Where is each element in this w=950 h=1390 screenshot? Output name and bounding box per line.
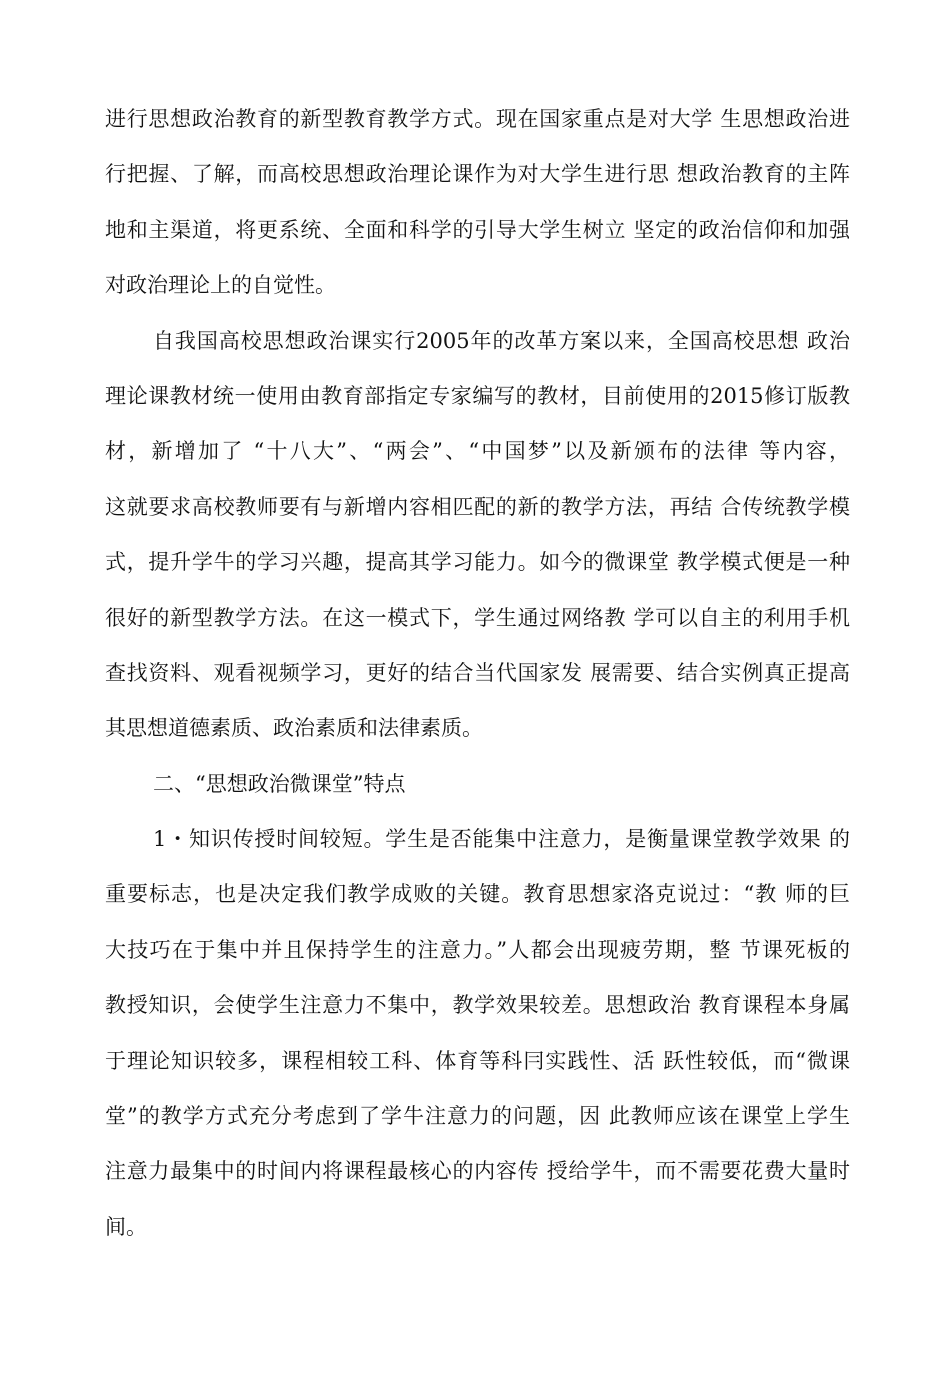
- text-line: 于理论知识较多，课程相较工科、体育等科冃实践性、活 跃性较低，而“微课: [105, 1048, 850, 1073]
- heading-text: 二、“思想政治微课堂”特点: [153, 771, 406, 796]
- paragraph-3: [105, 812, 850, 1255]
- text-line: 注意力最集中的时间内将课程最核心的内容传 授给学牛，而不需要花费大量时: [105, 1159, 850, 1184]
- text-line: 大技巧在于集中并且保持学生的注意力。”人都会出现疲劳期，整 节课死板的: [105, 937, 850, 962]
- text-line: 1・知识传授时间较短。学生是否能集中注意力，是衡量课堂教学效果 的: [153, 827, 850, 852]
- text-line: 进行思想政治教育的新型教育教学方式。现在国家重点是对大学 生思想政治进: [105, 107, 850, 131]
- text-line: 对政治理论上的自觉性。: [105, 273, 336, 298]
- text-line: 自我国高校思想政治课实行2005年的改革方案以来，全国高校思想 政治: [153, 328, 850, 353]
- text-line: 式，提升学牛的学习兴趣，提高其学习能力。如今的微课堂 教学模式便是一种: [105, 550, 850, 575]
- text-line: 地和主渠道，将更系统、全面和科学的引导大学生树立 坚定的政治信仰和加强: [105, 217, 850, 242]
- text-line: 这就要求高校教师要有与新增内容相匹配的新的教学方法，再结 合传统教学模: [105, 494, 850, 519]
- document-body: [105, 92, 850, 1255]
- text-line: 其思想道德素质、政治素质和法律素质。: [105, 716, 483, 741]
- section-heading: [105, 757, 850, 812]
- paragraph-2: [105, 314, 850, 757]
- text-line: 教授知识，会使学生注意力不集中，教学效果较差。思想政治 教育课程本身属: [105, 993, 850, 1018]
- text-line: 理论课教材统一使用由教育部指定专家编写的教材，目前使用的2015修订版教: [105, 383, 850, 408]
- text-line: 很好的新型教学方法。在这一模式下，学生通过网络教 学可以自主的利用手机: [105, 605, 850, 630]
- text-line: 间。: [105, 1214, 147, 1239]
- paragraph-1: [105, 92, 850, 314]
- text-line: 材，新增加了 “十八大”、“两会”、“中国梦”以及新颁布的法律 等内容，: [105, 439, 850, 464]
- text-line: 重要标志，也是决定我们教学成败的关键。教育思想家洛克说过：“教 师的巨: [105, 882, 850, 907]
- text-line: 行把握、了解，而高校思想政治理论课作为对大学生进行思 想政治教育的主阵: [105, 162, 850, 187]
- text-line: 查找资料、观看视频学习，更好的结合当代国家发 展需要、结合实例真正提高: [105, 660, 850, 685]
- text-line: 堂”的教学方式充分考虑到了学牛注意力的问题，因 此教师应该在课堂上学生: [105, 1104, 850, 1129]
